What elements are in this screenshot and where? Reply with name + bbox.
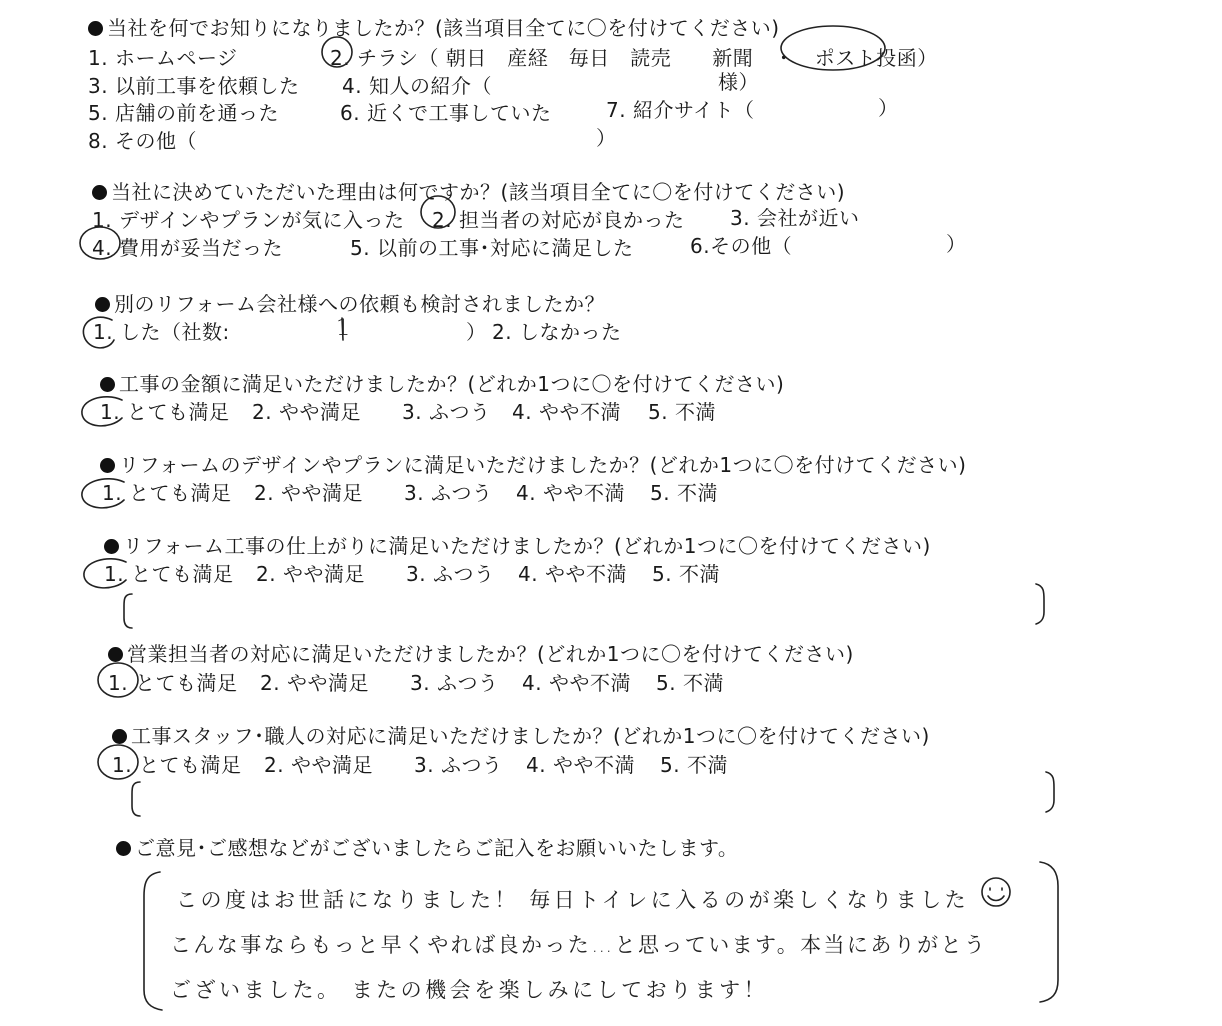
bracket-left (124, 594, 132, 628)
q2-option-2: 2. 担当者の対応が良かった (432, 208, 685, 232)
q6-option-4: 4. やや不満 (518, 562, 627, 586)
q8-heading (112, 720, 930, 749)
bracket-right (1040, 862, 1058, 1002)
q2-option-4: 4. 費用が妥当だった (92, 236, 283, 260)
q7-title: 営業担当者の対応に満足いただけましたか？(どれか1つに〇を付けてください) (127, 642, 854, 666)
q6-heading (104, 530, 931, 559)
q5-option-1: 1. とても満足 (102, 481, 232, 505)
bullet-icon (116, 841, 131, 856)
q6-option-5: 5. 不満 (652, 562, 720, 586)
q3-option-2: 2. しなかった (492, 320, 622, 344)
q5-heading (100, 449, 966, 478)
q6-option-1: 1. とても満足 (104, 562, 234, 586)
q5-option-4: 4. やや不満 (516, 481, 625, 505)
q2-title: 当社に決めていただいた理由は何ですか？(該当項目全てに〇を付けてください) (111, 180, 846, 204)
q5-option-5: 5. 不満 (650, 481, 718, 505)
q8-option-4: 4. やや不満 (526, 753, 635, 777)
q9-title: ご意見･ご感想などがございましたらご記入をお願いいたします。 (135, 836, 739, 860)
q5-option-2: 2. やや満足 (254, 481, 363, 505)
q2-heading (92, 176, 845, 205)
q6-option-2: 2. やや満足 (256, 562, 365, 586)
bullet-icon (100, 458, 115, 473)
q5-option-3: 3. ふつう (404, 481, 493, 505)
q7-option-3: 3. ふつう (410, 671, 499, 695)
q7-option-2: 2. やや満足 (260, 671, 369, 695)
bullet-icon (104, 539, 119, 554)
q4-option-1: 1. とても満足 (100, 400, 230, 424)
q8-option-5: 5. 不満 (660, 753, 728, 777)
q1-option-8: 8. その他（ (88, 129, 197, 153)
q1-option-6: 6. 近くで工事していた (340, 101, 552, 125)
q3-title: 別のリフォーム会社様への依頼も検討されましたか？ (114, 292, 605, 316)
bracket-right (1036, 584, 1044, 624)
bullet-icon (88, 21, 103, 36)
q8-option-2: 2. やや満足 (264, 753, 373, 777)
q1-option-4: 4. 知人の紹介（ (342, 74, 492, 98)
q7-heading (108, 638, 854, 667)
q2-option-1: 1. デザインやプランが気に入った (92, 208, 405, 232)
q7-option-1: 1. とても満足 (108, 671, 238, 695)
bullet-icon (95, 297, 110, 312)
q1-option-8-end: ） (596, 126, 617, 150)
q1-option-1: 1. ホームページ (88, 46, 238, 70)
q1-option-4-end: 様） (718, 70, 759, 94)
q4-title: 工事の金額に満足いただけましたか？(どれか1つに〇を付けてください) (119, 372, 785, 396)
q1-option-3: 3. 以前工事を依頼した (88, 74, 300, 98)
q1-option-7-end: ） (878, 96, 899, 120)
q8-title: 工事スタッフ･職人の対応に満足いただけましたか？(どれか1つに〇を付けてください) (131, 724, 930, 748)
bullet-icon (100, 377, 115, 392)
q4-heading (100, 368, 784, 397)
q2-option-5: 5. 以前の工事･対応に満足した (350, 236, 634, 260)
q5-title: リフォームのデザインやプランに満足いただけましたか？(どれか1つに〇を付けてください) (119, 453, 967, 477)
q7-option-4: 4. やや不満 (522, 671, 631, 695)
q2-option-6: 6.その他（ (690, 234, 793, 258)
q2-option-6-end: ） (946, 232, 967, 256)
q3-option-1: 1. した（社数: (93, 320, 230, 344)
q3-heading (95, 288, 605, 317)
smiley-icon (982, 878, 1010, 906)
q7-option-5: 5. 不満 (656, 671, 724, 695)
bracket-left (132, 782, 140, 816)
comment-line-3: ございました。 またの機会を楽しみにしております！ (170, 978, 769, 1002)
q9-heading (116, 832, 738, 861)
q3-option-1-end: ） (466, 320, 487, 344)
q4-option-3: 3. ふつう (402, 400, 491, 424)
bracket-right (1046, 772, 1054, 812)
q6-option-3: 3. ふつう (406, 562, 495, 586)
q1-heading (88, 12, 780, 41)
q1-option-7: 7. 紹介サイト（ (606, 98, 755, 122)
q8-option-1: 1. とても満足 (112, 753, 242, 777)
q4-option-2: 2. やや満足 (252, 400, 361, 424)
bullet-icon (112, 729, 127, 744)
bullet-icon (108, 647, 123, 662)
comment-line-2: こんな事ならもっと早くやれば良かった…と思っています。本当にありがとう (170, 933, 988, 957)
q4-option-5: 5. 不満 (648, 400, 716, 424)
q1-option-2: 2. チラシ（ 朝日 産経 毎日 読売 新聞 ・ ポスト投函） (330, 46, 938, 70)
comment-line-1: この度はお世話になりました！ 毎日トイレに入るのが楽しくなりました (176, 888, 970, 912)
bracket-left (144, 872, 162, 1010)
q2-option-3: 3. 会社が近い (730, 206, 860, 230)
bullet-icon (92, 185, 107, 200)
q8-option-3: 3. ふつう (414, 753, 503, 777)
q1-title: 当社を何でお知りになりましたか？(該当項目全てに〇を付けてください) (107, 16, 780, 40)
q4-option-4: 4. やや不満 (512, 400, 621, 424)
q6-title: リフォーム工事の仕上がりに満足いただけましたか？(どれか1つに〇を付けてください) (123, 534, 931, 558)
q3-company-count: 1 (336, 316, 353, 341)
q1-option-5: 5. 店舗の前を通った (88, 101, 279, 125)
